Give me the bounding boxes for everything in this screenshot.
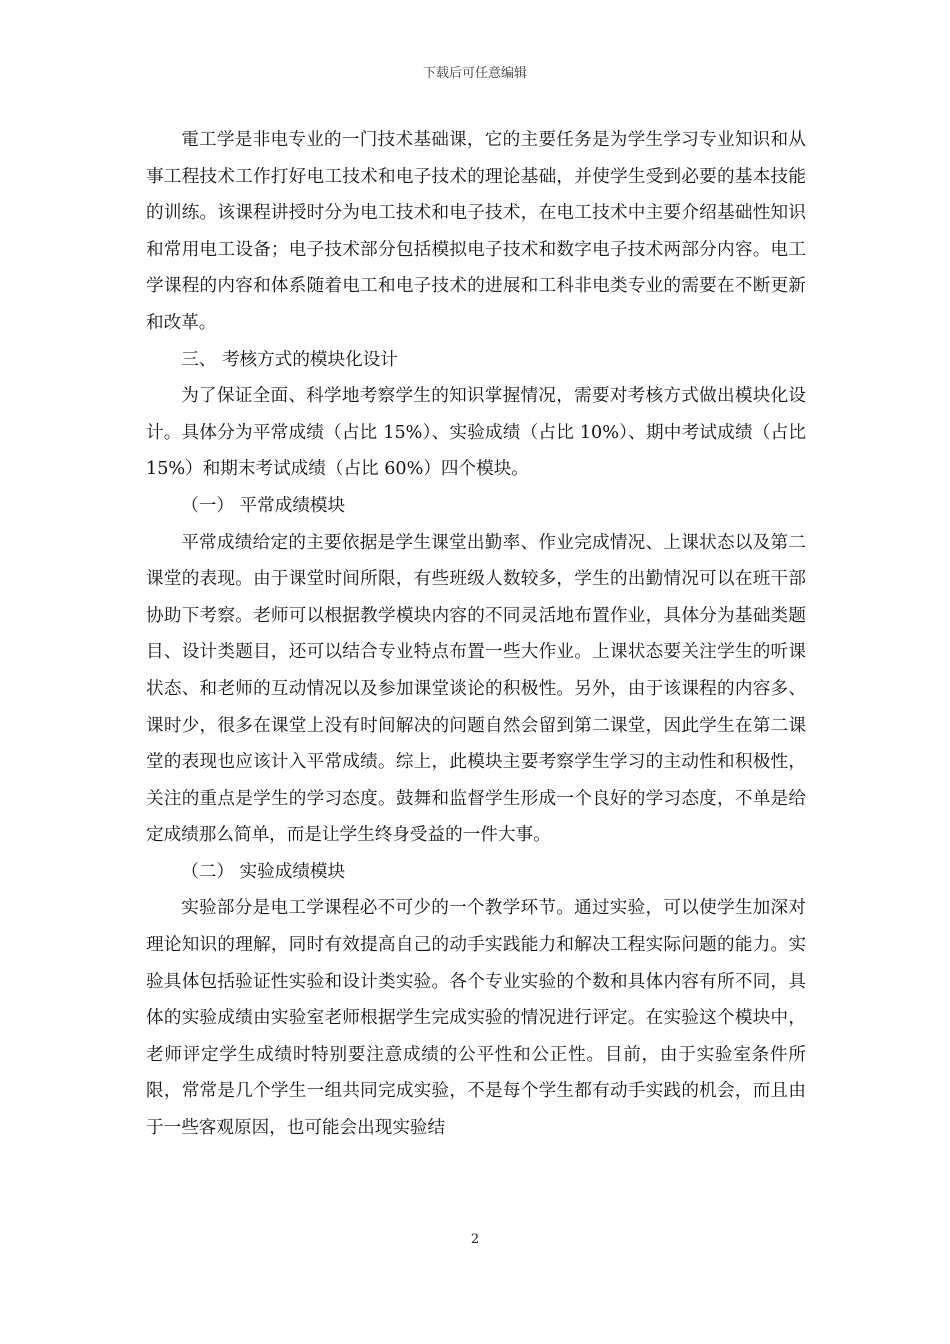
paragraph-lab: 实验部分是电工学课程必不可少的一个教学环节。通过实验，可以使学生加深对理论知识的理解，同时有效提高自己的动手实践能力和解决工程实际问题的能力。实验具体包括验证性实验和设计类实验。各个专业实验的个数和具体内容有所不同，具体的实验成绩由实验室老师根据学生完成实验的情况进行评定。在实验这个模块中，老师评定学生成绩时特别要注意成绩的公平性和公正性。目前，由于实验室条件所限，常常是几个学生一组共同完成实验，不是每个学生都有动手实践的机会，而且由于一些客观原因，也可能会出现实验结	[146, 898, 806, 1139]
page-number: 2	[470, 1232, 480, 1247]
page-header: 下载后可任意编辑	[422, 66, 527, 81]
paragraph-intro: 電工学是非电专业的一门技术基础课，它的主要任务是为学生学习专业知识和从事工程技术工作打好电工技术和电子技术的理论基础，并使学生受到必要的基本技能的训练。该课程讲授时分为电工技术和电子技术，在电工技术中主要介绍基础性知识和常用电工设备；电子技术部分包括模拟电子技术和数字电子技术两部分内容。电工学课程的内容和体系随着电工和电子技术的进展和工科非电类专业的需要在不断更新和改革。	[146, 130, 806, 333]
section-heading-assessment: 三、 考核方式的模块化设计	[181, 349, 398, 370]
paragraph-regular: 平常成绩给定的主要依据是学生课堂出勤率、作业完成情况、上课状态以及第二课堂的表现。由于课堂时间所限，有些班级人数较多，学生的出勤情况可以在班干部协助下考察。老师可以根据教学模块内容的不同灵活地布置作业，具体分为基础类题目、设计类题目，还可以结合专业特点布置一些大作业。上课状态要关注学生的听课状态、和老师的互动情况以及参加课堂谈论的积极性。另外，由于该课程的内容多、课时少，很多在课堂上没有时间解决的问题自然会留到第二课堂，因此学生在第二课堂的表现也应该计入平常成绩。综上，此模块主要考察学生学习的主动性和积极性，关注的重点是学生的学习态度。鼓舞和监督学生形成一个良好的学习态度，不单是给定成绩那么简单，而是让学生终身受益的一件大事。	[146, 532, 806, 846]
document-body	[146, 122, 806, 1147]
subsection-heading-lab: （二） 实验成绩模块	[181, 861, 346, 882]
paragraph-assessment: 为了保证全面、科学地考察学生的知识掌握情况，需要对考核方式做出模块化设计。具体分为平常成绩（占比 15%）、实验成绩（占比 10%）、期中考试成绩（占比 15%）和期末考试成绩（占比 60%）四个模块。	[146, 386, 806, 480]
subsection-heading-regular: （一） 平常成绩模块	[181, 495, 346, 516]
